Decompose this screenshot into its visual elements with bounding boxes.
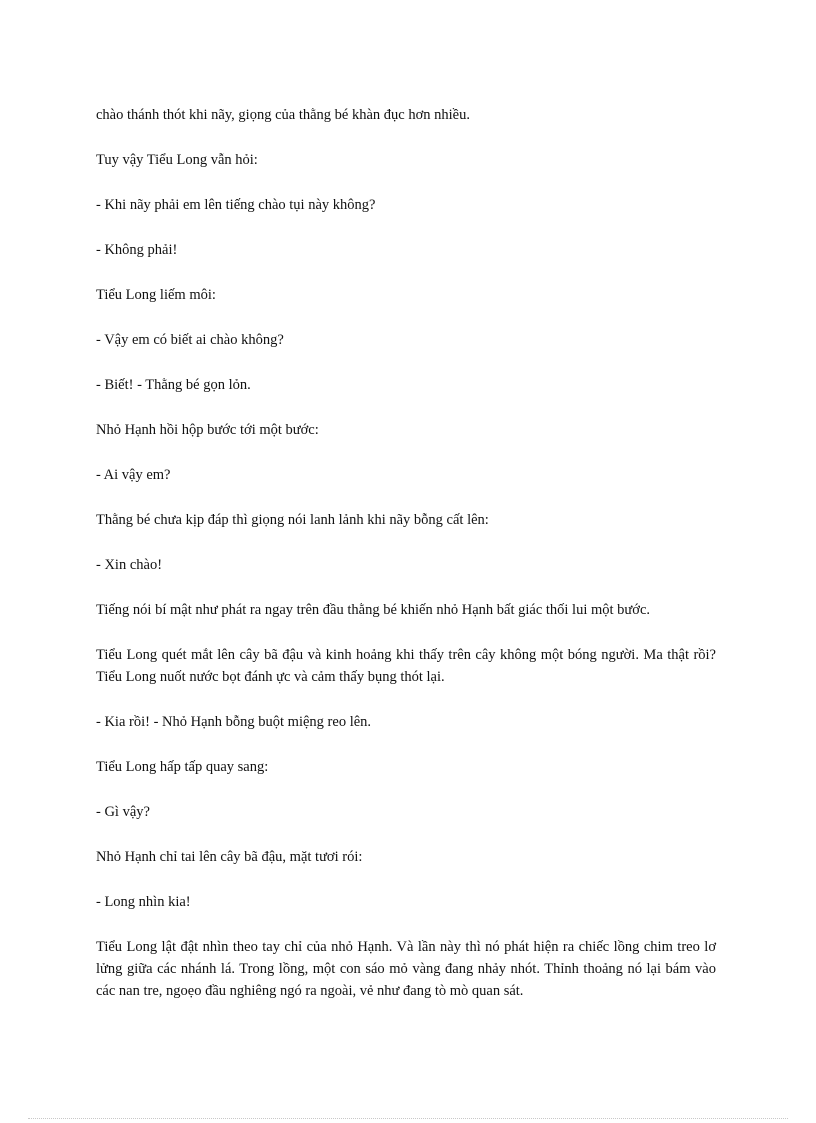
document-body <box>96 104 716 1025</box>
paragraph: - Vậy em có biết ai chào không? <box>96 332 284 348</box>
paragraph: - Khi nãy phải em lên tiếng chào tụi này không? <box>96 197 376 213</box>
paragraph: Tiểu Long lật đật nhìn theo tay chỉ của nhỏ Hạnh. Và lần này thì nó phát hiện ra chiếc lồng chim treo lơ lửng giữa các nhánh lá. Trong lồng, một con sáo mỏ vàng đang nhảy nhót. Thỉnh thoảng nó lại bám vào các nan tre, ngoẹo đầu nghiêng ngó ra ngoài, vẻ như đang tò mò quan sát. <box>96 939 716 999</box>
paragraph: - Ai vậy em? <box>96 467 171 483</box>
paragraph: Tiểu Long quét mắt lên cây bã đậu và kinh hoảng khi thấy trên cây không một bóng người. Ma thật rồi? Tiểu Long nuốt nước bọt đánh ực và cảm thấy bụng thót lại. <box>96 647 716 685</box>
paragraph: - Long nhìn kia! <box>96 894 191 910</box>
paragraph: - Gì vậy? <box>96 804 150 820</box>
paragraph: - Biết! - Thằng bé gọn lỏn. <box>96 377 251 393</box>
paragraph: Tuy vậy Tiểu Long vẫn hỏi: <box>96 152 258 168</box>
paragraph: Tiếng nói bí mật như phát ra ngay trên đầu thằng bé khiến nhỏ Hạnh bất giác thối lui một bước. <box>96 602 651 618</box>
paragraph: Nhỏ Hạnh chỉ tai lên cây bã đậu, mặt tươi rói: <box>96 849 363 865</box>
paragraph: Thằng bé chưa kịp đáp thì giọng nói lanh lảnh khi nãy bỗng cất lên: <box>96 512 489 528</box>
paragraph: Tiểu Long hấp tấp quay sang: <box>96 759 269 775</box>
paragraph: - Kia rồi! - Nhỏ Hạnh bỗng buột miệng reo lên. <box>96 714 372 730</box>
page-bottom-divider <box>28 1118 788 1119</box>
paragraph: - Không phải! <box>96 242 178 258</box>
paragraph: chào thánh thót khi nãy, giọng của thằng bé khàn đục hơn nhiều. <box>96 107 470 123</box>
paragraph: Tiểu Long liếm môi: <box>96 287 216 303</box>
paragraph: - Xin chào! <box>96 557 163 573</box>
paragraph: Nhỏ Hạnh hồi hộp bước tới một bước: <box>96 422 319 438</box>
